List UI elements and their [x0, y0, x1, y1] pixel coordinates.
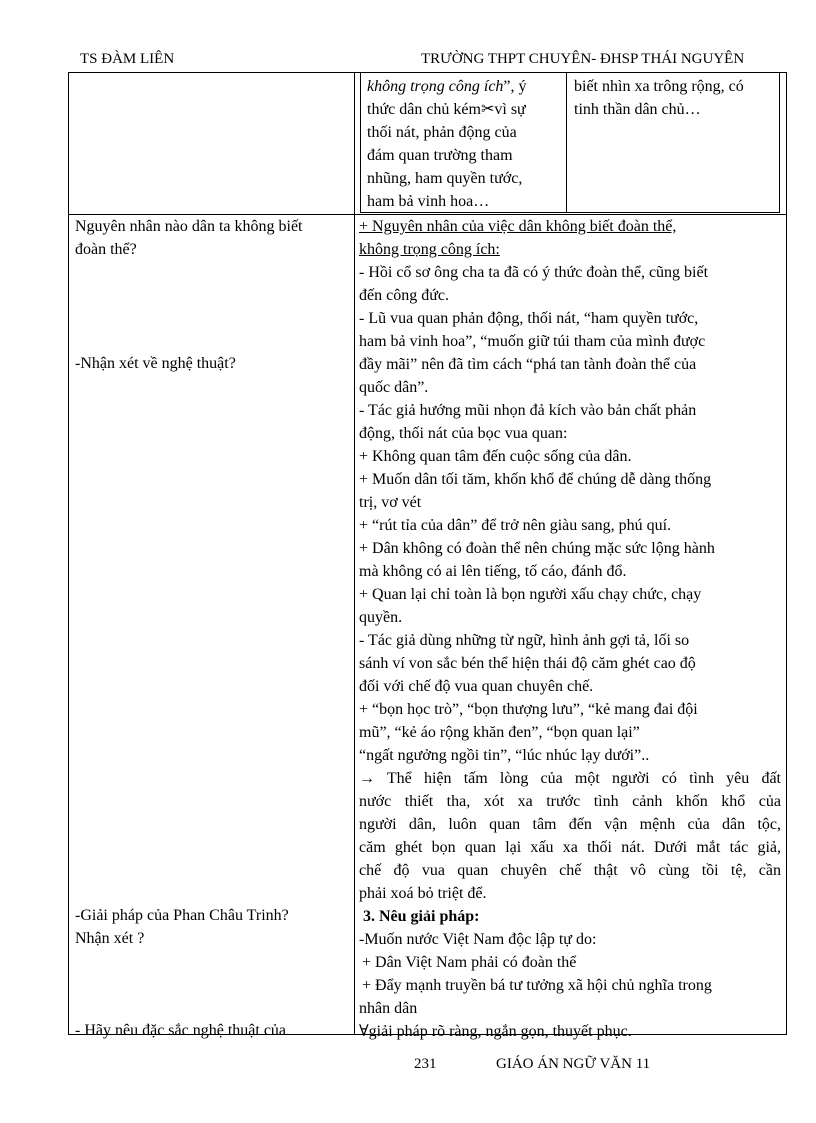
question-cause	[75, 215, 345, 261]
question-cause-line-1: Nguyên nhân nào dân ta không biết	[75, 218, 303, 235]
content-line: + Quan lại chỉ toàn là bọn người xấu chạy chức, chạy	[359, 586, 702, 603]
inner-table-divider	[566, 73, 567, 213]
content-line: - Hồi cổ sơ ông cha ta đã có ý thức đoàn thể, cũng biết	[359, 264, 709, 281]
for-all-icon: ∀	[359, 1023, 369, 1040]
content-line: căm ghét bọn quan lại xấu xa thối nát. Dưới mắt tác giả,	[359, 839, 781, 856]
content-line: trị, vơ vét	[359, 494, 422, 511]
final-line-text: giải pháp rõ ràng, ngắn gọn, thuyết phục.	[368, 1023, 632, 1040]
question-solution-line-1: -Giải pháp của Phan Châu Trinh?	[75, 907, 289, 924]
solution-line: + Dân Việt Nam phải có đoàn thể	[362, 954, 577, 971]
content-line: đầy mãi” nên đã tìm cách “phá tan tành đoàn thể của	[359, 356, 697, 373]
inner-table-left-border	[360, 73, 361, 213]
content-line: đối với chế độ vua quan chuyên chế.	[359, 678, 594, 695]
question-solution	[75, 904, 345, 950]
content-line: + “rút tỉa của dân” để trở nên giàu sang, phú quí.	[359, 517, 672, 534]
question-art: -Nhận xét về nghệ thuật?	[75, 355, 236, 372]
inner-left-line-3: thối nát, phản động của	[367, 124, 517, 141]
content-line: + “bọn học trò”, “bọn thượng lưu”, “kẻ mang đai đội	[359, 701, 698, 718]
content-line: đến công đức.	[359, 287, 449, 304]
content-line: → Thể hiện tấm lòng của một người có tình yêu đất	[359, 770, 781, 787]
header-school: TRƯỜNG THPT CHUYÊN- ĐHSP THÁI NGUYÊN	[421, 51, 745, 67]
inner-left-line-6: ham bả vinh hoa…	[367, 193, 490, 210]
question-solution-line-2: Nhận xét ?	[75, 930, 145, 947]
cause-heading-line-1: + Nguyên nhân của việc dân không biết đoàn thể,	[359, 218, 677, 235]
question-cause-line-2: đoàn thể?	[75, 241, 137, 258]
content-line: mà không có ai lên tiếng, tố cáo, đánh đổ.	[359, 563, 627, 580]
scissors-icon: ✂	[480, 101, 495, 118]
content-line: + Muốn dân tối tăm, khốn khổ để chúng dễ dàng thống	[359, 471, 712, 488]
content-line: quốc dân”.	[359, 379, 429, 396]
solution-line: + Đẩy mạnh truyền bá tư tưởng xã hội chủ nghĩa trong	[362, 977, 712, 994]
lesson-table	[68, 73, 787, 1040]
inner-left-line-5: nhũng, ham quyền tước,	[367, 170, 523, 187]
content-line: “ngất ngưởng ngồi tin”, “lúc nhúc lạy dưới”..	[359, 747, 650, 764]
content-line: mũ”, “kẻ áo rộng khăn đen”, “bọn quan lại”	[359, 724, 640, 741]
header-author: TS ĐÀM LIÊN	[80, 51, 175, 67]
final-line	[359, 1020, 781, 1043]
content-line: - Tác giả dùng những từ ngữ, hình ảnh gợi tả, lối so	[359, 632, 690, 649]
solution-heading: 3. Nêu giải pháp:	[363, 908, 480, 925]
column-divider	[354, 73, 355, 1034]
inner-table-right-border	[779, 73, 780, 213]
content-line: phải xoá bỏ triệt để.	[359, 885, 487, 902]
inner-left-line-2: thức dân chủ kém✂vì sự	[367, 101, 526, 118]
footer-title: GIÁO ÁN NGỮ VĂN 11	[496, 1056, 651, 1072]
answer-column	[359, 215, 781, 1043]
content-line: ham bả vinh hoa”, “muốn giữ túi tham của mình được	[359, 333, 706, 350]
content-line: + Không quan tâm đến cuộc sống của dân.	[359, 448, 632, 465]
question-features: - Hãy nêu đặc sắc nghệ thuật của	[75, 1022, 287, 1039]
content-line: quyền.	[359, 609, 403, 626]
inner-left-line-4: đám quan trường tham	[367, 147, 513, 164]
solution-line: -Muốn nước Việt Nam độc lập tự do:	[359, 931, 597, 948]
content-line: + Dân không có đoàn thể nên chúng mặc sức lộng hành	[359, 540, 715, 557]
inner-right-line-2: tinh thần dân chủ…	[574, 101, 701, 118]
inner-left-line-1: không trọng công ích”, ý	[367, 78, 527, 95]
page-number: 231	[414, 1056, 437, 1072]
content-line: nước thiết tha, xót xa trước tình cảnh khốn khổ của	[359, 793, 781, 810]
content-line: người dân, luôn quan tâm đến vận mệnh của dân tộc,	[359, 816, 781, 833]
content-line: động, thối nát của bọc vua quan:	[359, 425, 568, 442]
solution-line: nhân dân	[359, 1000, 418, 1017]
inner-right-cell	[574, 75, 779, 121]
content-line: - Tác giả hướng mũi nhọn đả kích vào bản chất phản	[359, 402, 697, 419]
content-line: sánh ví von sắc bén thể hiện thái độ căm ghét cao độ	[359, 655, 696, 672]
inner-right-line-1: biết nhìn xa trông rộng, có	[574, 78, 744, 95]
cause-heading-line-2: không trọng công ích:	[359, 241, 500, 258]
content-line: chế độ vua quan chuyên chế thật vô cùng tồi tệ, cần	[359, 862, 781, 879]
inner-left-cell	[367, 75, 563, 213]
content-line: - Lũ vua quan phản động, thối nát, “ham quyền tước,	[359, 310, 699, 327]
